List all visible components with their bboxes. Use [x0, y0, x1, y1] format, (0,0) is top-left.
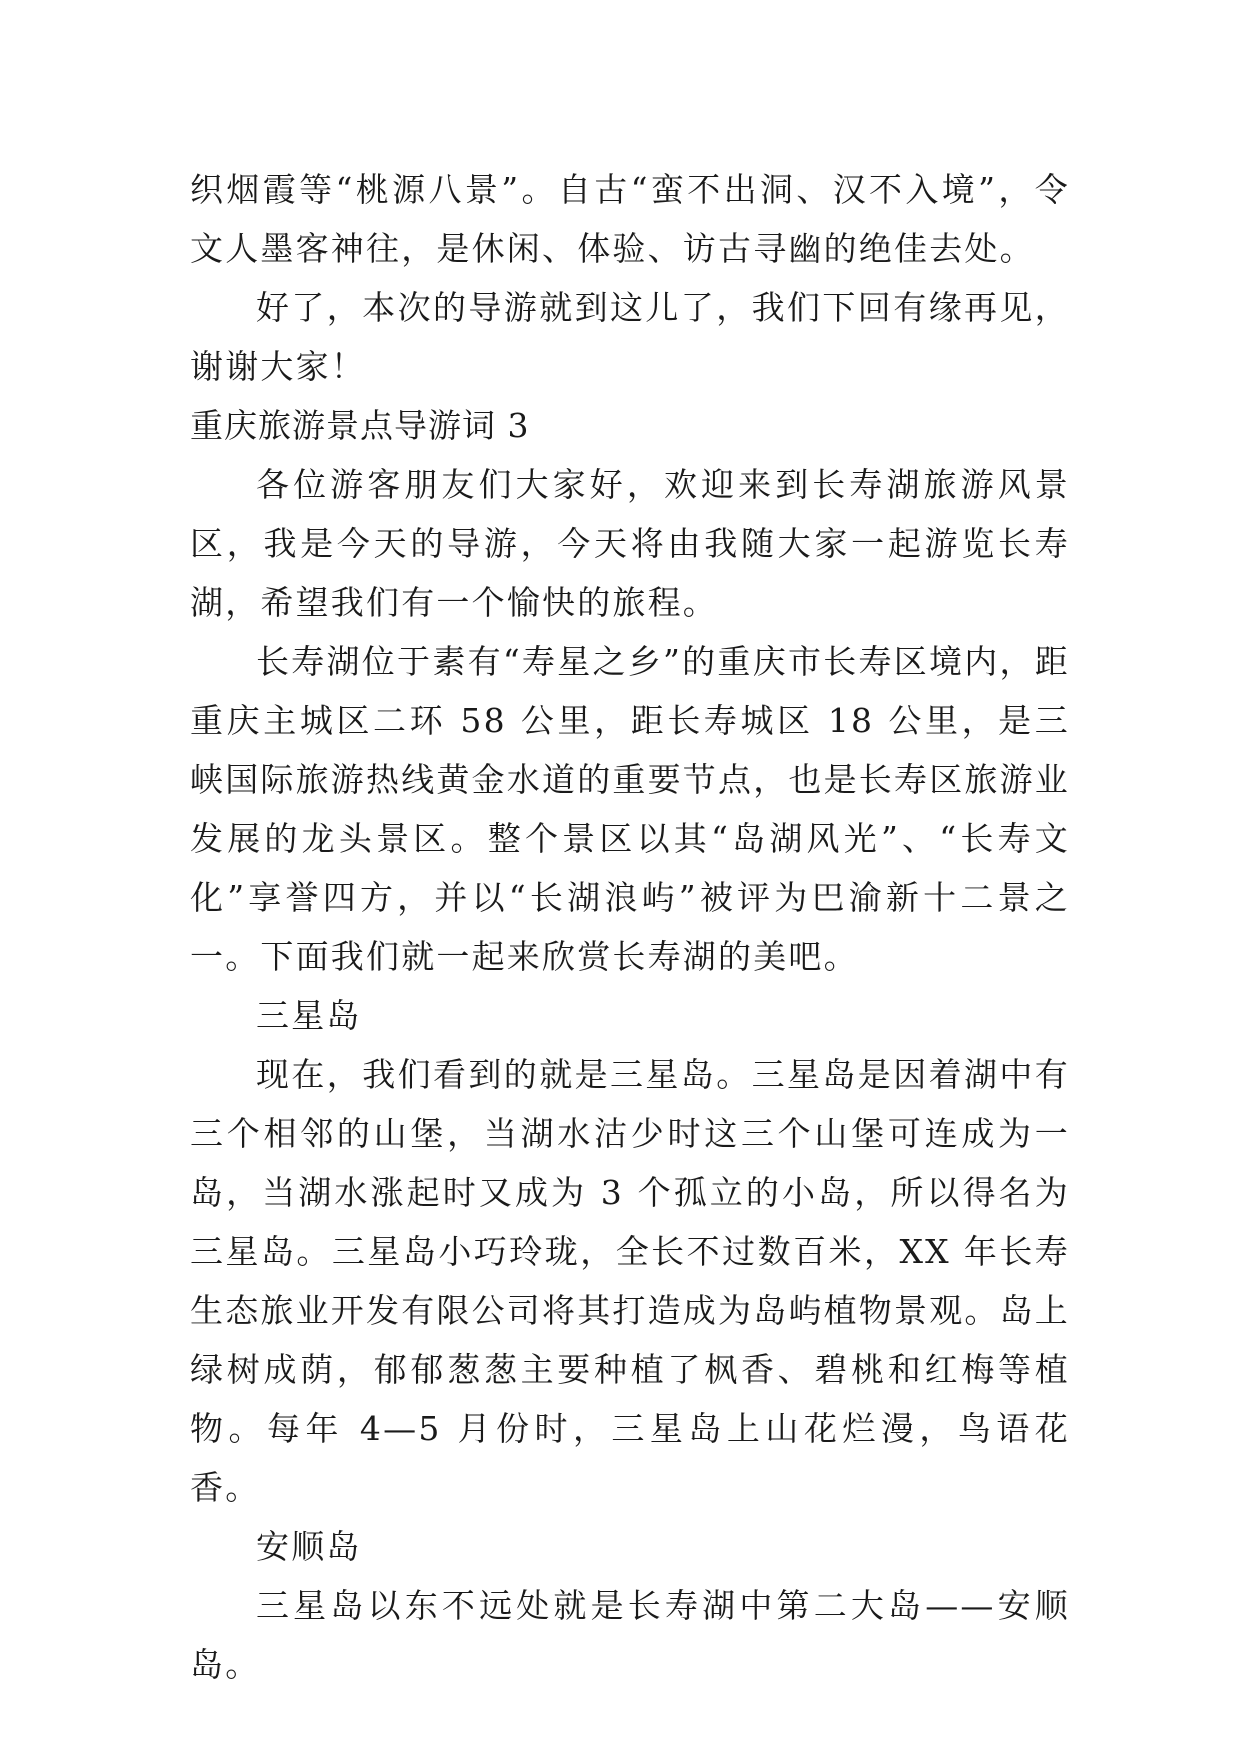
paragraph-anshun-island: 三星岛以东不远处就是长寿湖中第二大岛——安顺岛。 — [190, 1586, 1070, 1684]
paragraph-closing: 好了，本次的导游就到这儿了，我们下回有缘再见，谢谢大家！ — [190, 288, 1070, 386]
paragraph-sanxing-island: 现在，我们看到的就是三星岛。三星岛是因着湖中有三个相邻的山堡，当湖水沽少时这三个山堡可连成为一岛，当湖水涨起时又成为 3 个孤立的小岛，所以得名为三星岛。三星岛小巧玲珑，全长不过数百米，XX 年长寿生态旅业开发有限公司将其打造成为岛屿植物景观。岛上绿树成荫，郁郁葱葱主要种植了枫香、碧桃和红梅等植物。每年 4—5 月份时，三星岛上山花烂漫，鸟语花香。 — [190, 1055, 1070, 1507]
paragraph-lake-intro: 长寿湖位于素有“寿星之乡”的重庆市长寿区境内，距重庆主城区二环 58 公里，距长寿城区 18 公里，是三峡国际旅游热线黄金水道的重要节点，也是长寿区旅游业发展的龙头景区。整个景区以其“岛湖风光”、“长寿文化”享誉四方，并以“长湖浪屿”被评为巴渝新十二景之一。下面我们就一起来欣赏长寿湖的美吧。 — [190, 642, 1070, 976]
document-body — [190, 160, 1070, 1694]
subheading-anshun-island: 安顺岛 — [256, 1527, 362, 1566]
paragraph-welcome: 各位游客朋友们大家好，欢迎来到长寿湖旅游风景区，我是今天的导游，今天将由我随大家一起游览长寿湖，希望我们有一个愉快的旅程。 — [190, 465, 1070, 622]
subheading-sanxing-island: 三星岛 — [256, 996, 362, 1035]
section-title: 重庆旅游景点导游词 3 — [190, 406, 530, 445]
paragraph-continuation: 织烟霞等“桃源八景”。自古“蛮不出洞、汉不入境”，令文人墨客神往，是休闲、体验、访古寻幽的绝佳去处。 — [190, 170, 1070, 268]
